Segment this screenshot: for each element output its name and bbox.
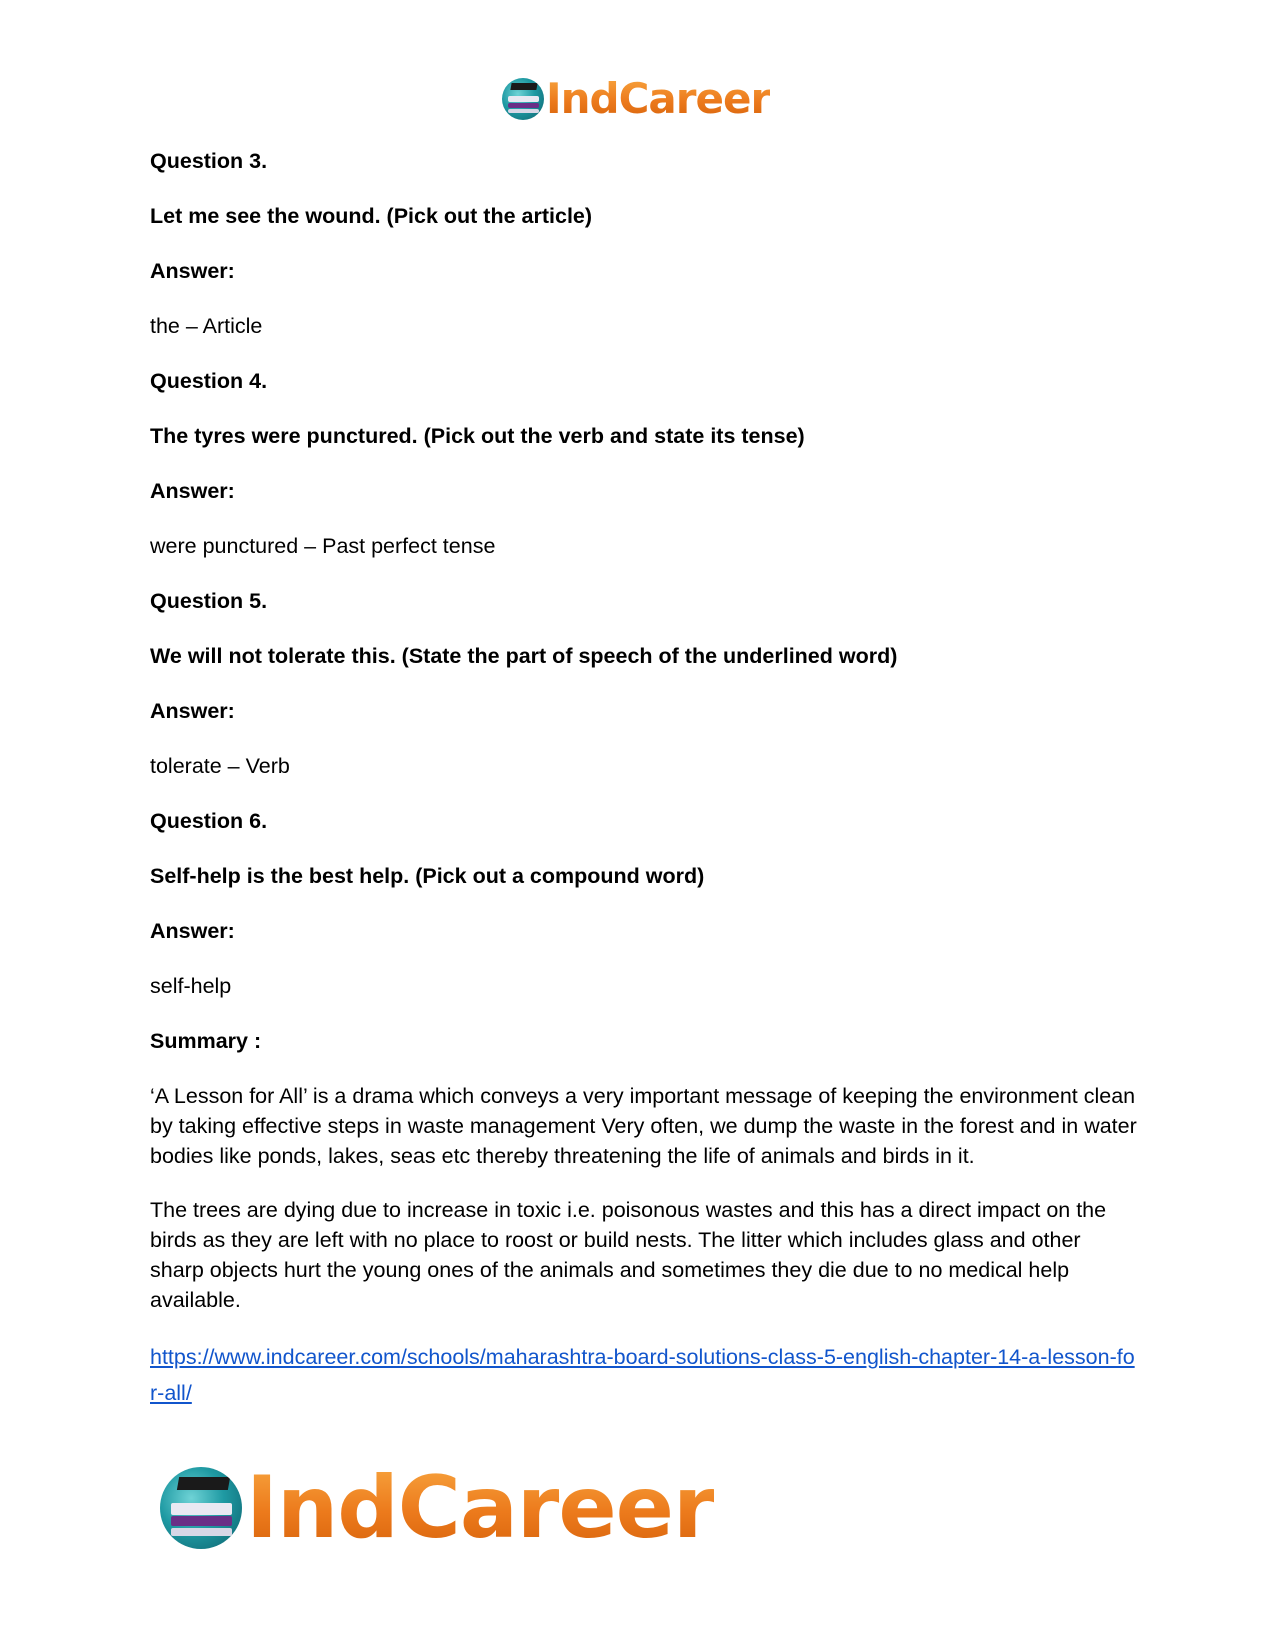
answer-text: self-help: [150, 974, 232, 998]
qa-block: [150, 806, 1140, 1001]
answer-text: the – Article: [150, 314, 263, 338]
question-label: Question 6.: [150, 809, 268, 833]
answer-label: Answer:: [150, 479, 235, 503]
question-text: We will not tolerate this. (State the part of speech of the underlined word): [150, 644, 898, 668]
summary-paragraph: The trees are dying due to increase in toxic i.e. poisonous wastes and this has a direct impact on the birds as they are left with no place to roost or build nests. The litter which includes glass and other sharp objects hurt the young ones of the animals and sometimes they die due to no medical help available.: [150, 1198, 1107, 1312]
answer-label: Answer:: [150, 259, 235, 283]
footer-logo: [160, 1458, 715, 1558]
question-label: Question 5.: [150, 589, 268, 613]
summary-heading: Summary :: [150, 1029, 262, 1053]
source-link[interactable]: https://www.indcareer.com/schools/maharashtra-board-solutions-class-5-english-chapter-14-a-lesson-for-all/: [150, 1345, 1135, 1405]
question-text: Let me see the wound. (Pick out the article): [150, 204, 593, 228]
qa-block: [150, 366, 1140, 561]
summary-paragraph: ‘A Lesson for All’ is a drama which conveys a very important message of keeping the environment clean by taking effective steps in waste management Very often, we dump the waste in the forest and in water bodies like ponds, lakes, seas etc thereby threatening the life of animals and birds in it.: [150, 1084, 1137, 1168]
answer-label: Answer:: [150, 699, 235, 723]
qa-block: [150, 146, 1140, 341]
qa-block: [150, 586, 1140, 781]
document-body: [150, 146, 1140, 1411]
graduation-cap-book-globe-icon: [160, 1467, 242, 1549]
logo-wordmark: IndCareer: [546, 74, 771, 123]
question-text: Self-help is the best help. (Pick out a compound word): [150, 864, 705, 888]
logo-wordmark: IndCareer: [246, 1458, 715, 1558]
question-text: The tyres were punctured. (Pick out the verb and state its tense): [150, 424, 805, 448]
header-logo: [502, 74, 771, 123]
graduation-cap-book-globe-icon: [502, 78, 544, 120]
answer-text: were punctured – Past perfect tense: [150, 534, 496, 558]
answer-text: tolerate – Verb: [150, 754, 290, 778]
question-label: Question 4.: [150, 369, 268, 393]
answer-label: Answer:: [150, 919, 235, 943]
question-label: Question 3.: [150, 149, 268, 173]
